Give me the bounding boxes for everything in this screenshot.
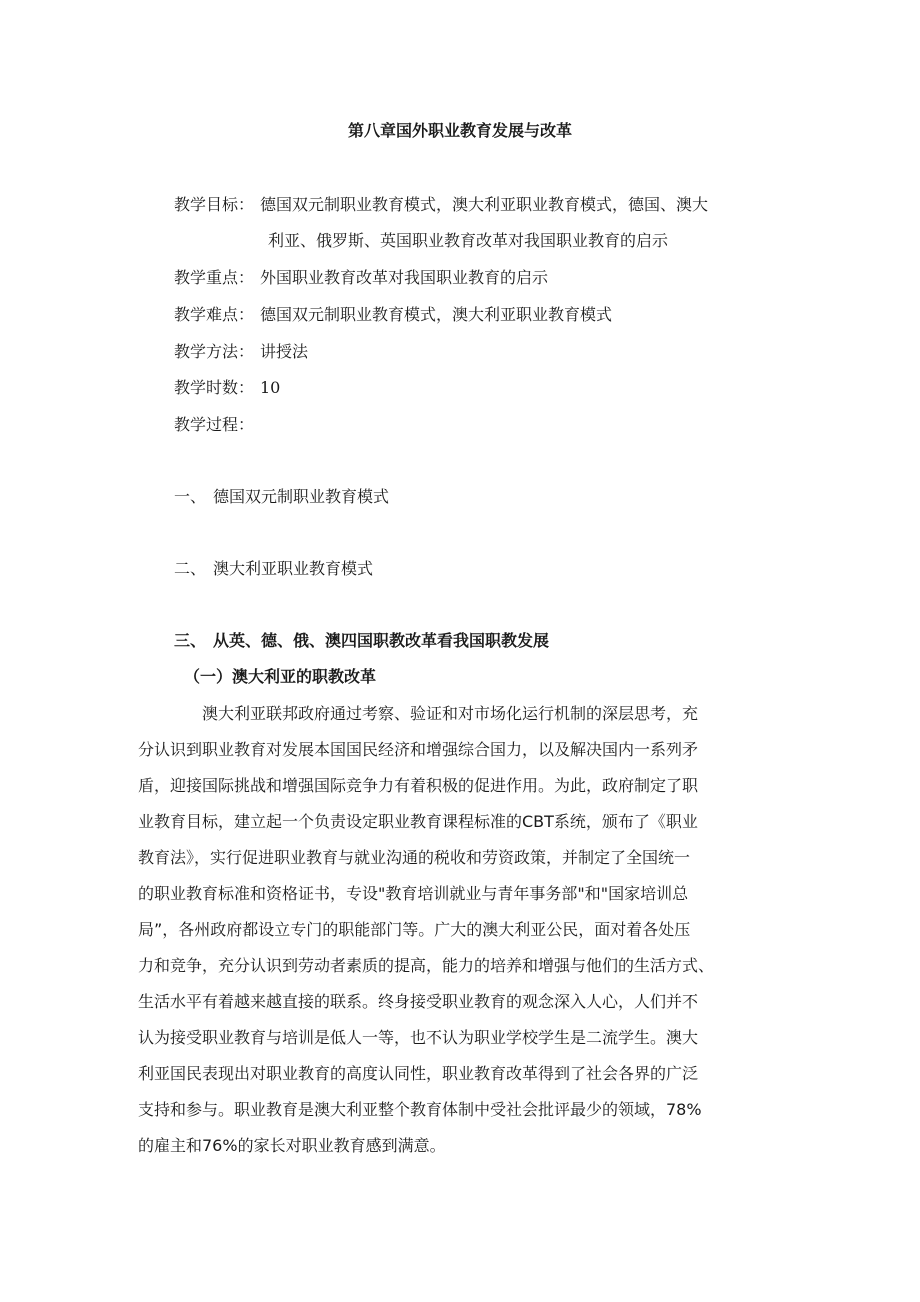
section-heading: 澳大利亚职业教育模式: [213, 559, 374, 578]
paragraph-line: 澳大利亚联邦政府通过考察、验证和对市场化运行机制的深层思考，充: [202, 704, 699, 723]
section-number: 二、: [174, 559, 207, 578]
paragraph-line: 的雇主和76%的家长对职业教育感到满意。: [138, 1136, 446, 1155]
process-label: 教学过程：: [174, 415, 255, 434]
paragraph-line: 局”，各州政府都设立专门的职能部门等。广大的澳大利亚公民，面对着各处压: [138, 920, 691, 939]
objective-value-cont: 利亚、俄罗斯、英国职业教育改革对我国职业教育的启示: [268, 231, 669, 250]
focus-label: 教学重点：: [174, 268, 255, 287]
difficulty-value: 德国双元制职业教育模式，澳大利亚职业教育模式: [260, 305, 613, 324]
focus-value: 外国职业教育改革对我国职业教育的启示: [260, 268, 549, 287]
paragraph-line: 认为接受职业教育与培训是低人一等，也不认为职业学校学生是二流学生。澳大: [138, 1028, 699, 1047]
objective-label: 教学目标：: [174, 195, 255, 214]
paragraph-line: 盾，迎接国际挑战和增强国际竞争力有着积极的促进作用。为此，政府制定了职: [138, 776, 699, 795]
objective-value: 德国双元制职业教育模式，澳大利亚职业教育模式，德国、澳大: [260, 195, 709, 214]
paragraph-line: 分认识到职业教育对发展本国国民经济和增强综合国力，以及解决国内一系列矛: [138, 740, 699, 759]
section-heading: 德国双元制职业教育模式: [213, 487, 390, 506]
paragraph-line: 业教育目标，建立起一个负责设定职业教育课程标准的CBT系统，颁布了《职业: [138, 812, 698, 831]
section-number: 一、: [174, 487, 207, 506]
hours-value: 10: [260, 378, 281, 397]
paragraph-line: 的职业教育标准和资格证书，专设"教育培训就业与青年事务部"和"国家培训总: [138, 884, 689, 903]
section-heading: 从英、德、俄、澳四国职教改革看我国职教发展: [213, 631, 550, 650]
paragraph-line: 生活水平有着越来越直接的联系。终身接受职业教育的观念深入人心，人们并不: [138, 992, 699, 1011]
hours-label: 教学时数：: [174, 378, 255, 397]
difficulty-label: 教学难点：: [174, 305, 255, 324]
method-value: 讲授法: [260, 342, 309, 361]
paragraph-line: 教育法》，实行促进职业教育与就业沟通的税收和劳资政策，并制定了全国统一: [138, 848, 691, 867]
method-label: 教学方法：: [174, 342, 255, 361]
paragraph-line: 力和竞争，充分认识到劳动者素质的提高，能力的培养和增强与他们的生活方式、: [138, 956, 715, 975]
section-number: 三、: [174, 631, 207, 650]
subsection-heading: （一）澳大利亚的职教改革: [184, 667, 377, 686]
page-title: 第八章国外职业教育发展与改革: [347, 121, 572, 140]
paragraph-line: 支持和参与。职业教育是澳大利亚整个教育体制中受社会批评最少的领域，78%: [138, 1100, 702, 1119]
paragraph-line: 利亚国民表现出对职业教育的高度认同性，职业教育改革得到了社会各界的广泛: [138, 1064, 699, 1083]
